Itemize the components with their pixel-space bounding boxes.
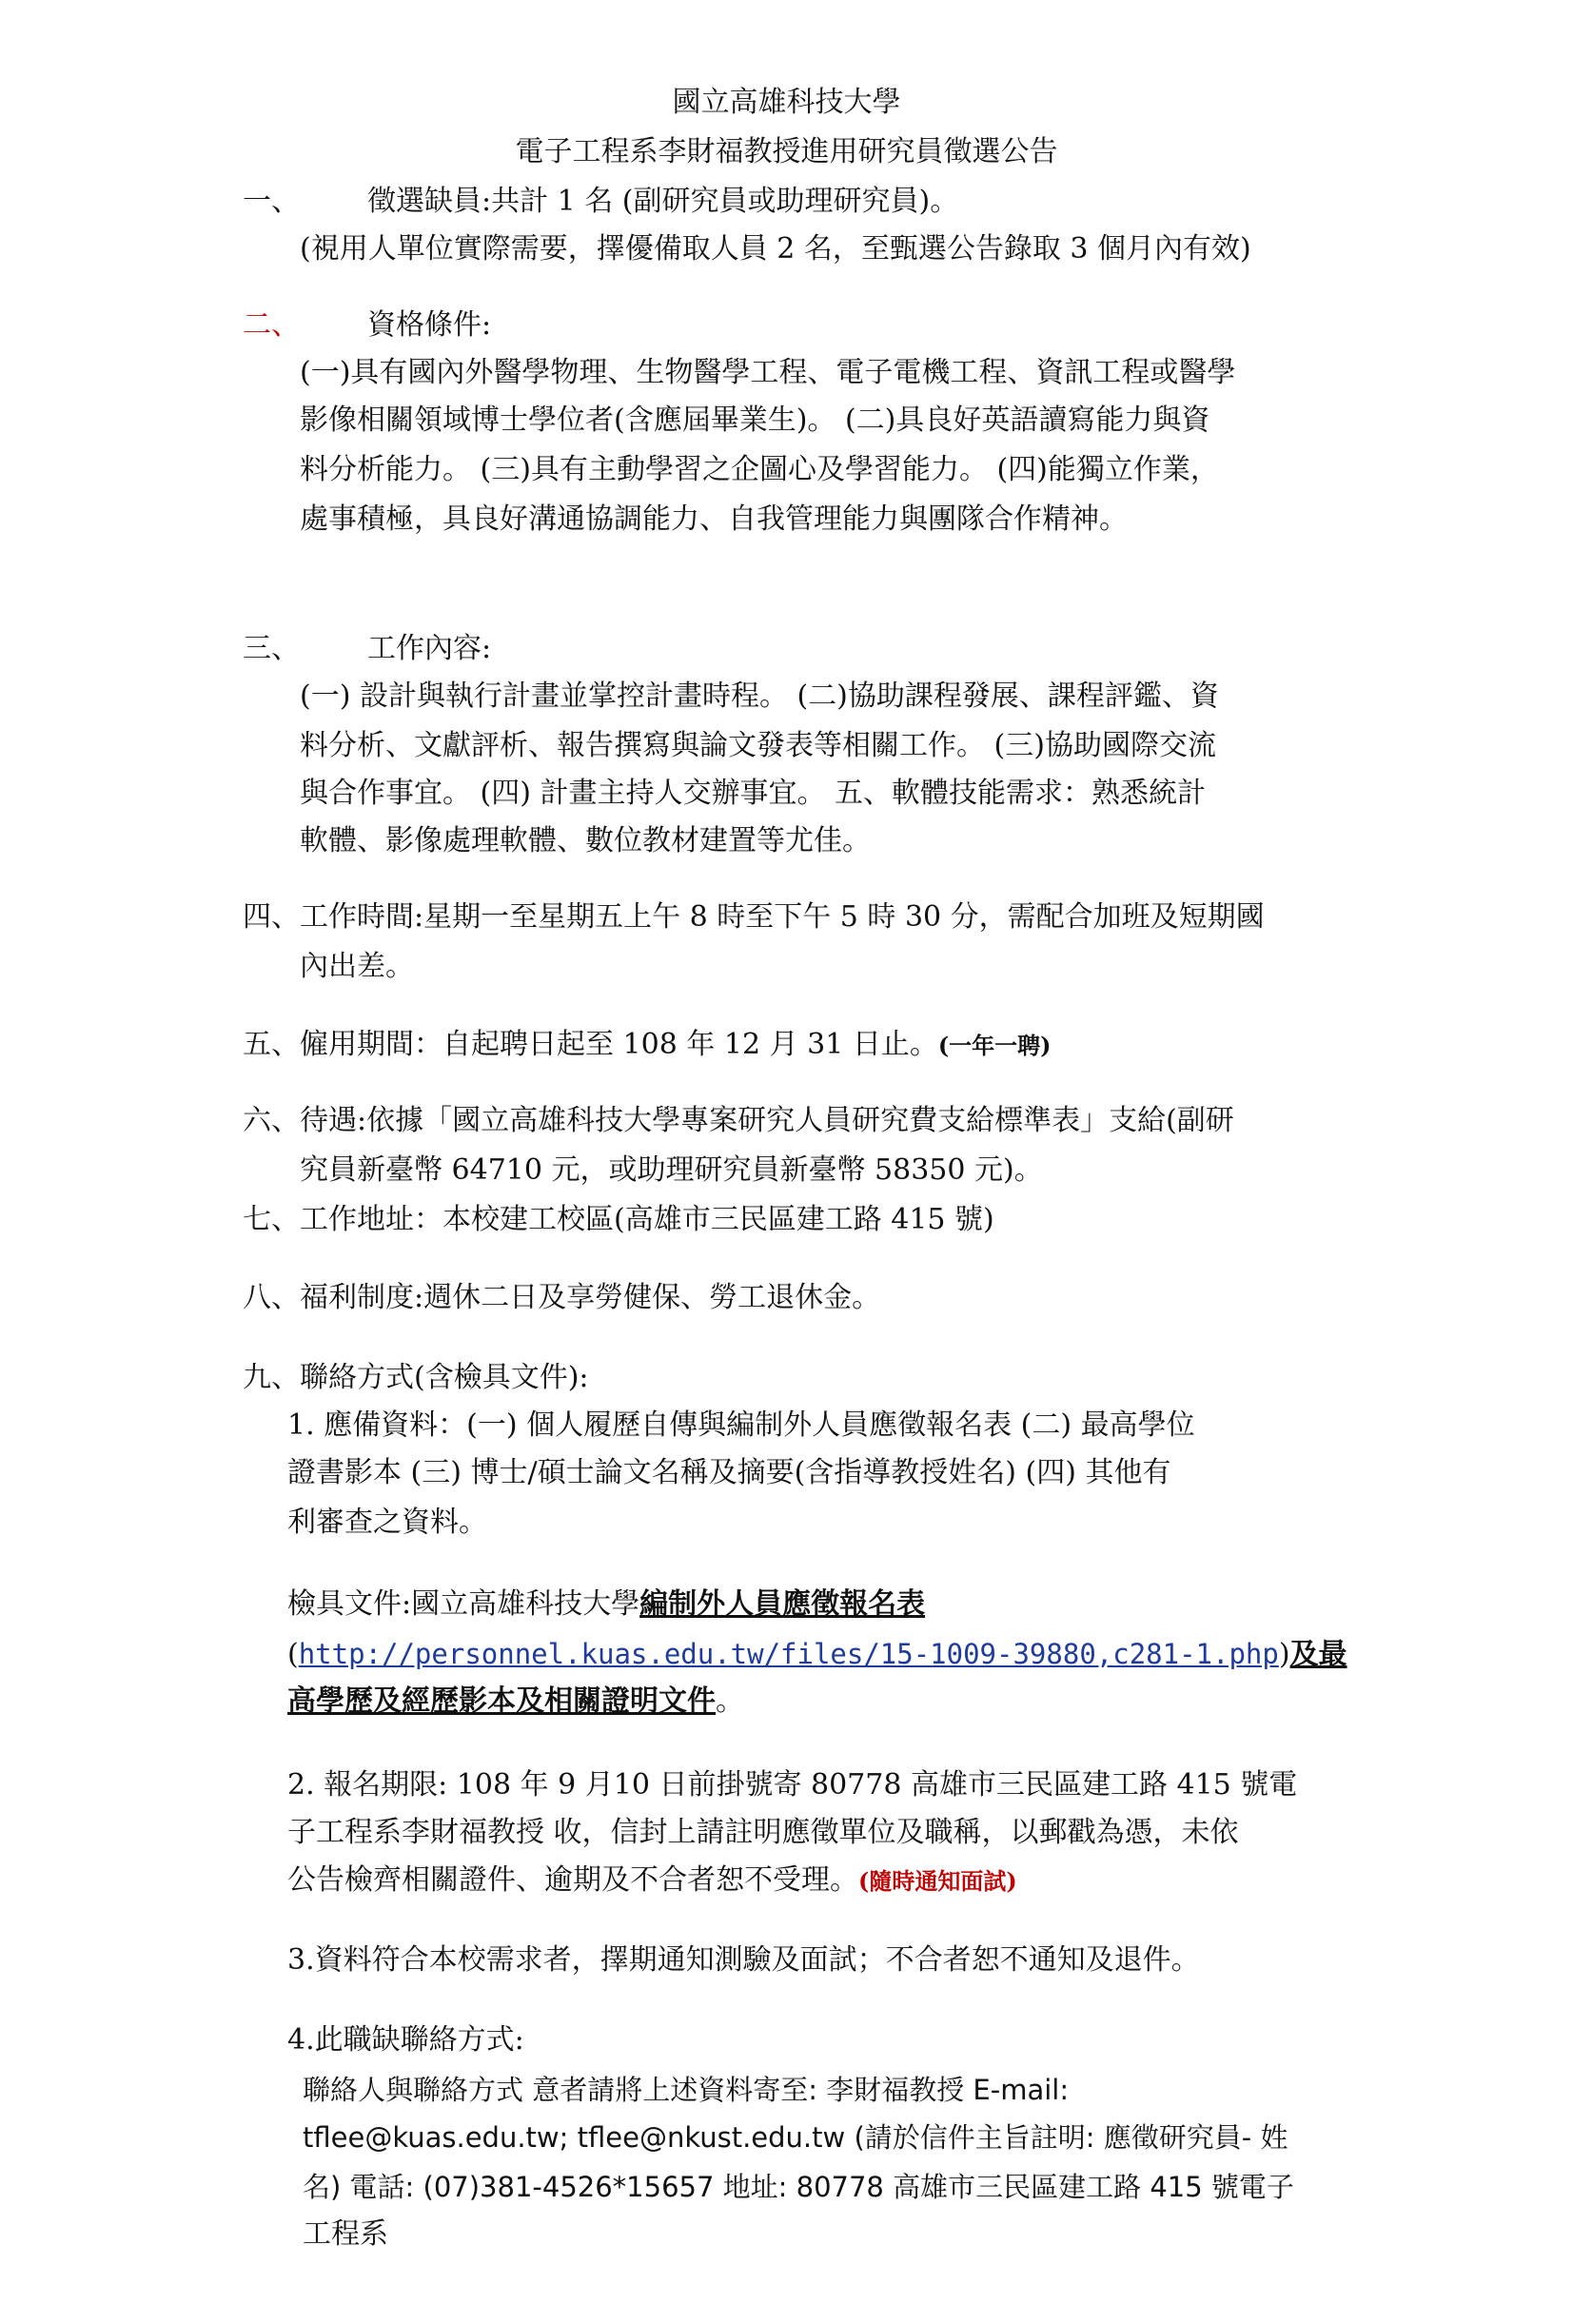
section-3-heading: 工作內容: [367,632,492,665]
announcement-title: 電子工程系李財福教授進用研究員徵選公告 [515,135,1058,168]
section-3-line: (一) 設計與執行計畫並掌控計畫時程。 (二)協助課程發展、課程評鑑、資 [300,679,1219,713]
contact-line: 聯絡人與聯絡方式 意者請將上述資料寄至: 李財福教授 E-mail: [303,2074,1070,2106]
section-9-item1-line: 利審查之資料。 [287,1506,487,1539]
docs-paren-close: ) [1278,1638,1290,1671]
docs-line-3 [287,1683,744,1721]
section-9-item2-line: 子工程系李財福教授 收，信封上請註明應徵單位及職稱，以郵戳為憑，未依 [287,1816,1239,1849]
docs-line-1 [287,1585,925,1624]
section-9-item2-line: 2. 報名期限: 108 年 9 月10 日前掛號寄 80778 高雄市三民區建工路 415 號電 [287,1768,1298,1802]
section-5-main: 五、僱用期間：自起聘日起至 108 年 12 月 31 日止。 [243,1028,938,1061]
contact-line: 名) 電話: (07)381-4526*15657 地址: 80778 高雄市三民區建工路 415 號電子 [303,2171,1294,2203]
contact-line: 工程系 [303,2217,388,2251]
section-1-note: (視用人單位實際需要，擇優備取人員 2 名，至甄選公告錄取 3 個月內有效) [300,232,1251,266]
section-4-line: 四、工作時間:星期一至星期五上午 8 時至下午 5 時 30 分，需配合加班及短期國 [243,900,1265,934]
section-9-item2-line-3 [287,1861,1017,1901]
docs-prefix: 檢具文件:國立高雄科技大學 [287,1587,640,1621]
section-2-line: 料分析能力。 (三)具有主動學習之企圖心及學習能力。 (四)能獨立作業， [300,453,1219,486]
section-2-line: 影像相關領域博士學位者(含應屆畢業生)。 (二)具良好英語讀寫能力與資 [300,404,1210,437]
section-5-line [243,1026,1052,1065]
docs-end: 。 [716,1684,744,1718]
section-9-item2-text: 公告檢齊相關證件、逾期及不合者恕不受理。 [287,1863,858,1897]
section-6-line: 究員新臺幣 64710 元，或助理研究員新臺幣 58350 元)。 [300,1153,1043,1187]
section-3-line: 軟體、影像處理軟體、數位教材建置等尤佳。 [300,824,871,857]
section-9-item1-line: 證書影本 (三) 博士/碩士論文名稱及摘要(含指導教授姓名) (四) 其他有 [287,1456,1171,1489]
section-2-heading: 資格條件: [367,308,492,342]
school-name: 國立高雄科技大學 [672,86,901,119]
section-3-line: 料分析、文獻評析、報告撰寫與論文發表等相關工作。 (三)協助國際交流 [300,729,1216,762]
section-1-heading: 徵選缺員:共計 1 名 (副研究員或助理研究員)。 [367,185,959,218]
docs-and: 及最 [1289,1638,1347,1671]
section-9-heading: 九、聯絡方式(含檢具文件): [243,1361,589,1394]
section-8-line: 八、福利制度:週休二日及享勞健保、勞工退休金。 [243,1281,881,1314]
section-4-line: 內出差。 [300,950,414,983]
section-9-item4-heading: 4.此職缺聯絡方式: [287,2023,524,2057]
section-3-marker: 三、 [243,632,300,665]
section-5-suffix: (一年一聘) [937,1032,1052,1059]
section-9-item3: 3.資料符合本校需求者，擇期通知測驗及面試；不合者恕不通知及退件。 [287,1943,1200,1977]
contact-line: tflee@kuas.edu.tw; tflee@nkust.edu.tw (請於信件主旨註明: 應徵研究員- 姓 [303,2121,1288,2154]
docs-url-link[interactable]: http://personnel.kuas.edu.tw/files/15-1009-39880,c281-1.php [298,1638,1279,1670]
interview-note: (隨時通知面試) [858,1867,1017,1895]
docs-form-link[interactable]: 編制外人員應徵報名表 [639,1587,926,1621]
docs-paren-open: ( [287,1638,299,1671]
section-3-line: 與合作事宜。 (四) 計畫主持人交辦事宜。 五、軟體技能需求：熟悉統計 [300,777,1207,810]
docs-requirements: 高學歷及經歷影本及相關證明文件 [287,1684,716,1718]
section-2-marker: 二、 [243,308,300,342]
section-2-line: (一)具有國內外醫學物理、生物醫學工程、電子電機工程、資訊工程或醫學 [300,356,1236,389]
section-9-item1-line: 1. 應備資料：(一) 個人履歷自傳與編制外人員應徵報名表 (二) 最高學位 [287,1408,1195,1442]
section-2-line: 處事積極，具良好溝通協調能力、自我管理能力與團隊合作精神。 [300,502,1128,536]
section-1-marker: 一、 [243,185,300,218]
section-7-line: 七、工作地址：本校建工校區(高雄市三民區建工路 415 號) [243,1203,994,1236]
section-6-line: 六、待遇:依據「國立高雄科技大學專案研究人員研究費支給標準表」支給(副研 [243,1104,1234,1137]
docs-line-2 [287,1635,1347,1674]
